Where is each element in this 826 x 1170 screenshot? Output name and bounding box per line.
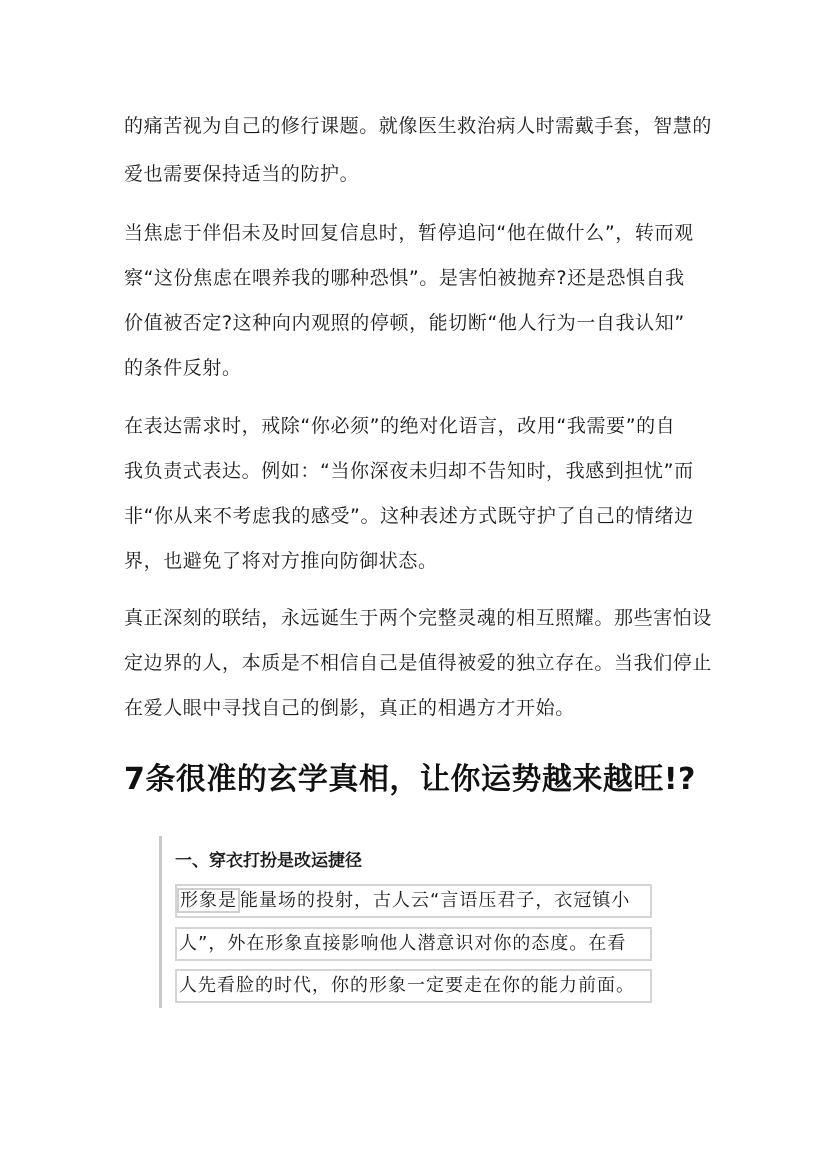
quote-line-text: 能量场的投射，古人云“言语压君子，衣冠镇小	[240, 890, 631, 911]
paragraph-1	[124, 115, 713, 185]
quote-line-3	[175, 969, 652, 1003]
paragraph-2	[124, 224, 709, 378]
paragraph-4	[124, 607, 713, 719]
text-line: 界，也避免了将对方推向防御状态。	[124, 550, 438, 572]
quote-line-text: 人”，外在形象直接影响他人潜意识对你的态度。在看	[179, 933, 627, 954]
text-line: 在表达需求时，戒除“你必须”的绝对化语言，改用“我需要”的自	[124, 415, 676, 437]
quote-line-1	[175, 884, 652, 918]
text-line: 察“这份焦虑在喂养我的哪种恐惧”。是害怕被抛弃?还是恐惧自我	[124, 267, 685, 289]
quote-line-text: 人先看脸的时代，你的形象一定要走在你的能力前面。	[179, 975, 635, 996]
text-line: 在爱人眼中寻找自己的倒影，真正的相遇方才开始。	[124, 697, 575, 719]
text-line: 当焦虑于伴侣未及时回复信息时，暂停追问“他在做什么”，转而观	[124, 222, 694, 244]
text-line: 真正深刻的联结，永远诞生于两个完整灵魂的相互照耀。那些害怕设	[124, 607, 713, 629]
text-line: 的痛苦视为自己的修行课题。就像医生救治病人时需戴手套，智慧的	[124, 115, 713, 137]
text-line: 价值被否定?这种向内观照的停顿，能切断“他人行为一自我认知”	[124, 312, 685, 334]
text-line: 非“你从来不考虑我的感受”。这种表述方式既守护了自己的情绪边	[124, 505, 694, 527]
quote-title: 一、穿衣打扮是改运捷径	[175, 851, 362, 871]
section-heading: 7条很准的玄学真相，让你运势越来越旺!?	[124, 762, 696, 797]
text-line: 爱也需要保持适当的防护。	[124, 163, 360, 185]
text-line: 的条件反射。	[124, 357, 242, 379]
text-line: 定边界的人，本质是不相信自己是值得被爱的独立存在。当我们停止	[124, 652, 713, 674]
text-line: 我负责式表达。例如：“当你深夜未归却不告知时，我感到担忧”而	[124, 460, 694, 482]
quote-block	[159, 836, 679, 1008]
boxed-text: 形象是	[177, 888, 240, 913]
quote-line-2	[175, 927, 652, 961]
quote-bar	[159, 836, 162, 1008]
paragraph-3	[124, 417, 709, 571]
